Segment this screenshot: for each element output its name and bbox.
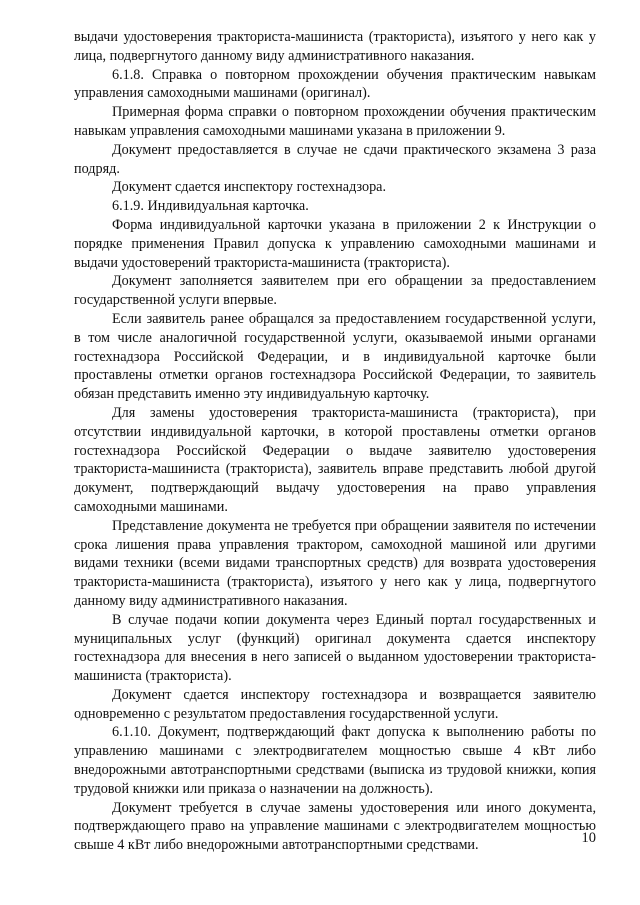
paragraph-6-1-10-heading: 6.1.10. Документ, подтверждающий факт допуска к выполнению работы по управлению машинами с электродвигателем мощностью свыше 4 кВт либо внедорожными автотранспортными средствами (выписка из трудовой книжки, копия трудовой книжки или приказа о назначении на должность). <box>74 724 596 797</box>
paragraph-replacement: Для замены удостоверения тракториста-машиниста (тракториста), при отсутствии индивидуальной карточки, в которой проставлены отметки органов гостехнадзора Российской Федерации о выдаче заявителю удостоверения тракториста-машиниста (тракториста), заявитель вправе представить любой другой документ, подтверждающий выдачу удостоверения на право управления самоходными машинами. <box>74 404 596 515</box>
paragraph-exam-condition: Документ предоставляется в случае не сдачи практического экзамена 3 раза подряд. <box>74 141 596 177</box>
paragraph-6-1-9-heading: 6.1.9. Индивидуальная карточка. <box>112 198 309 215</box>
paragraph-continuation: выдачи удостоверения тракториста-машиниста (тракториста), изъятого у него как у лица, подвергнутого данному виду административного наказания. <box>74 29 596 64</box>
paragraph-returned: Документ сдается инспектору гостехнадзора и возвращается заявителю одновременно с результатом предоставления государственной услуги. <box>74 686 596 722</box>
paragraph-portal-copy: В случае подачи копии документа через Единый портал государственных и муниципальных услуг (функций) оригинал документа сдается инспектору гостехнадзора для внесения в него записей о выданном удостоверении тракториста-машиниста (тракториста). <box>74 611 596 685</box>
paragraph-card-form: Форма индивидуальной карточки указана в приложении 2 к Инструкции о порядке применения Правил допуска к управлению самоходными машинами и выдачи удостоверений тракториста-машиниста (тракториста). <box>74 216 596 271</box>
paragraph-card-filled: Документ заполняется заявителем при его обращении за предоставлением государственной услуги впервые. <box>74 273 596 309</box>
paragraph-not-required: Представление документа не требуется при обращении заявителя по истечении срока лишения права управления трактором, самоходной машиной или другими видами техники (всеми видами транспортных средств) для возврата удостоверения тракториста-машиниста (тракториста), изъятого у него как у лица, подвергнутого данному виду административного наказания. <box>74 517 596 609</box>
paragraph-6-1-8-heading: 6.1.8. Справка о повторном прохождении обучения практическим навыкам управления самоходными машинами (оригинал). <box>74 66 596 102</box>
paragraph-previous-application: Если заявитель ранее обращался за предоставлением государственной услуги, в том числе аналогичной государственной услуги, оказываемой иными органами гостехнадзора Российской Федерации, и в индивидуальной карточке были проставлены отметки органов гостехнадзора Российской Федерации, то заявитель обязан представить именно эту индивидуальную карточку. <box>74 310 596 403</box>
document-body <box>74 28 596 855</box>
page-number: 10 <box>581 830 596 846</box>
paragraph-sample-form: Примерная форма справки о повторном прохождении обучения практическим навыкам управления самоходными машинами указана в приложении 9. <box>74 104 596 139</box>
paragraph-replacement-required: Документ требуется в случае замены удостоверения или иного документа, подтверждающего право на управление машинами с электродвигателем мощностью свыше 4 кВт либо внедорожными автотранспортными средствами. <box>74 799 596 854</box>
paragraph-submitted-to-inspector: Документ сдается инспектору гостехнадзора. <box>112 179 387 196</box>
